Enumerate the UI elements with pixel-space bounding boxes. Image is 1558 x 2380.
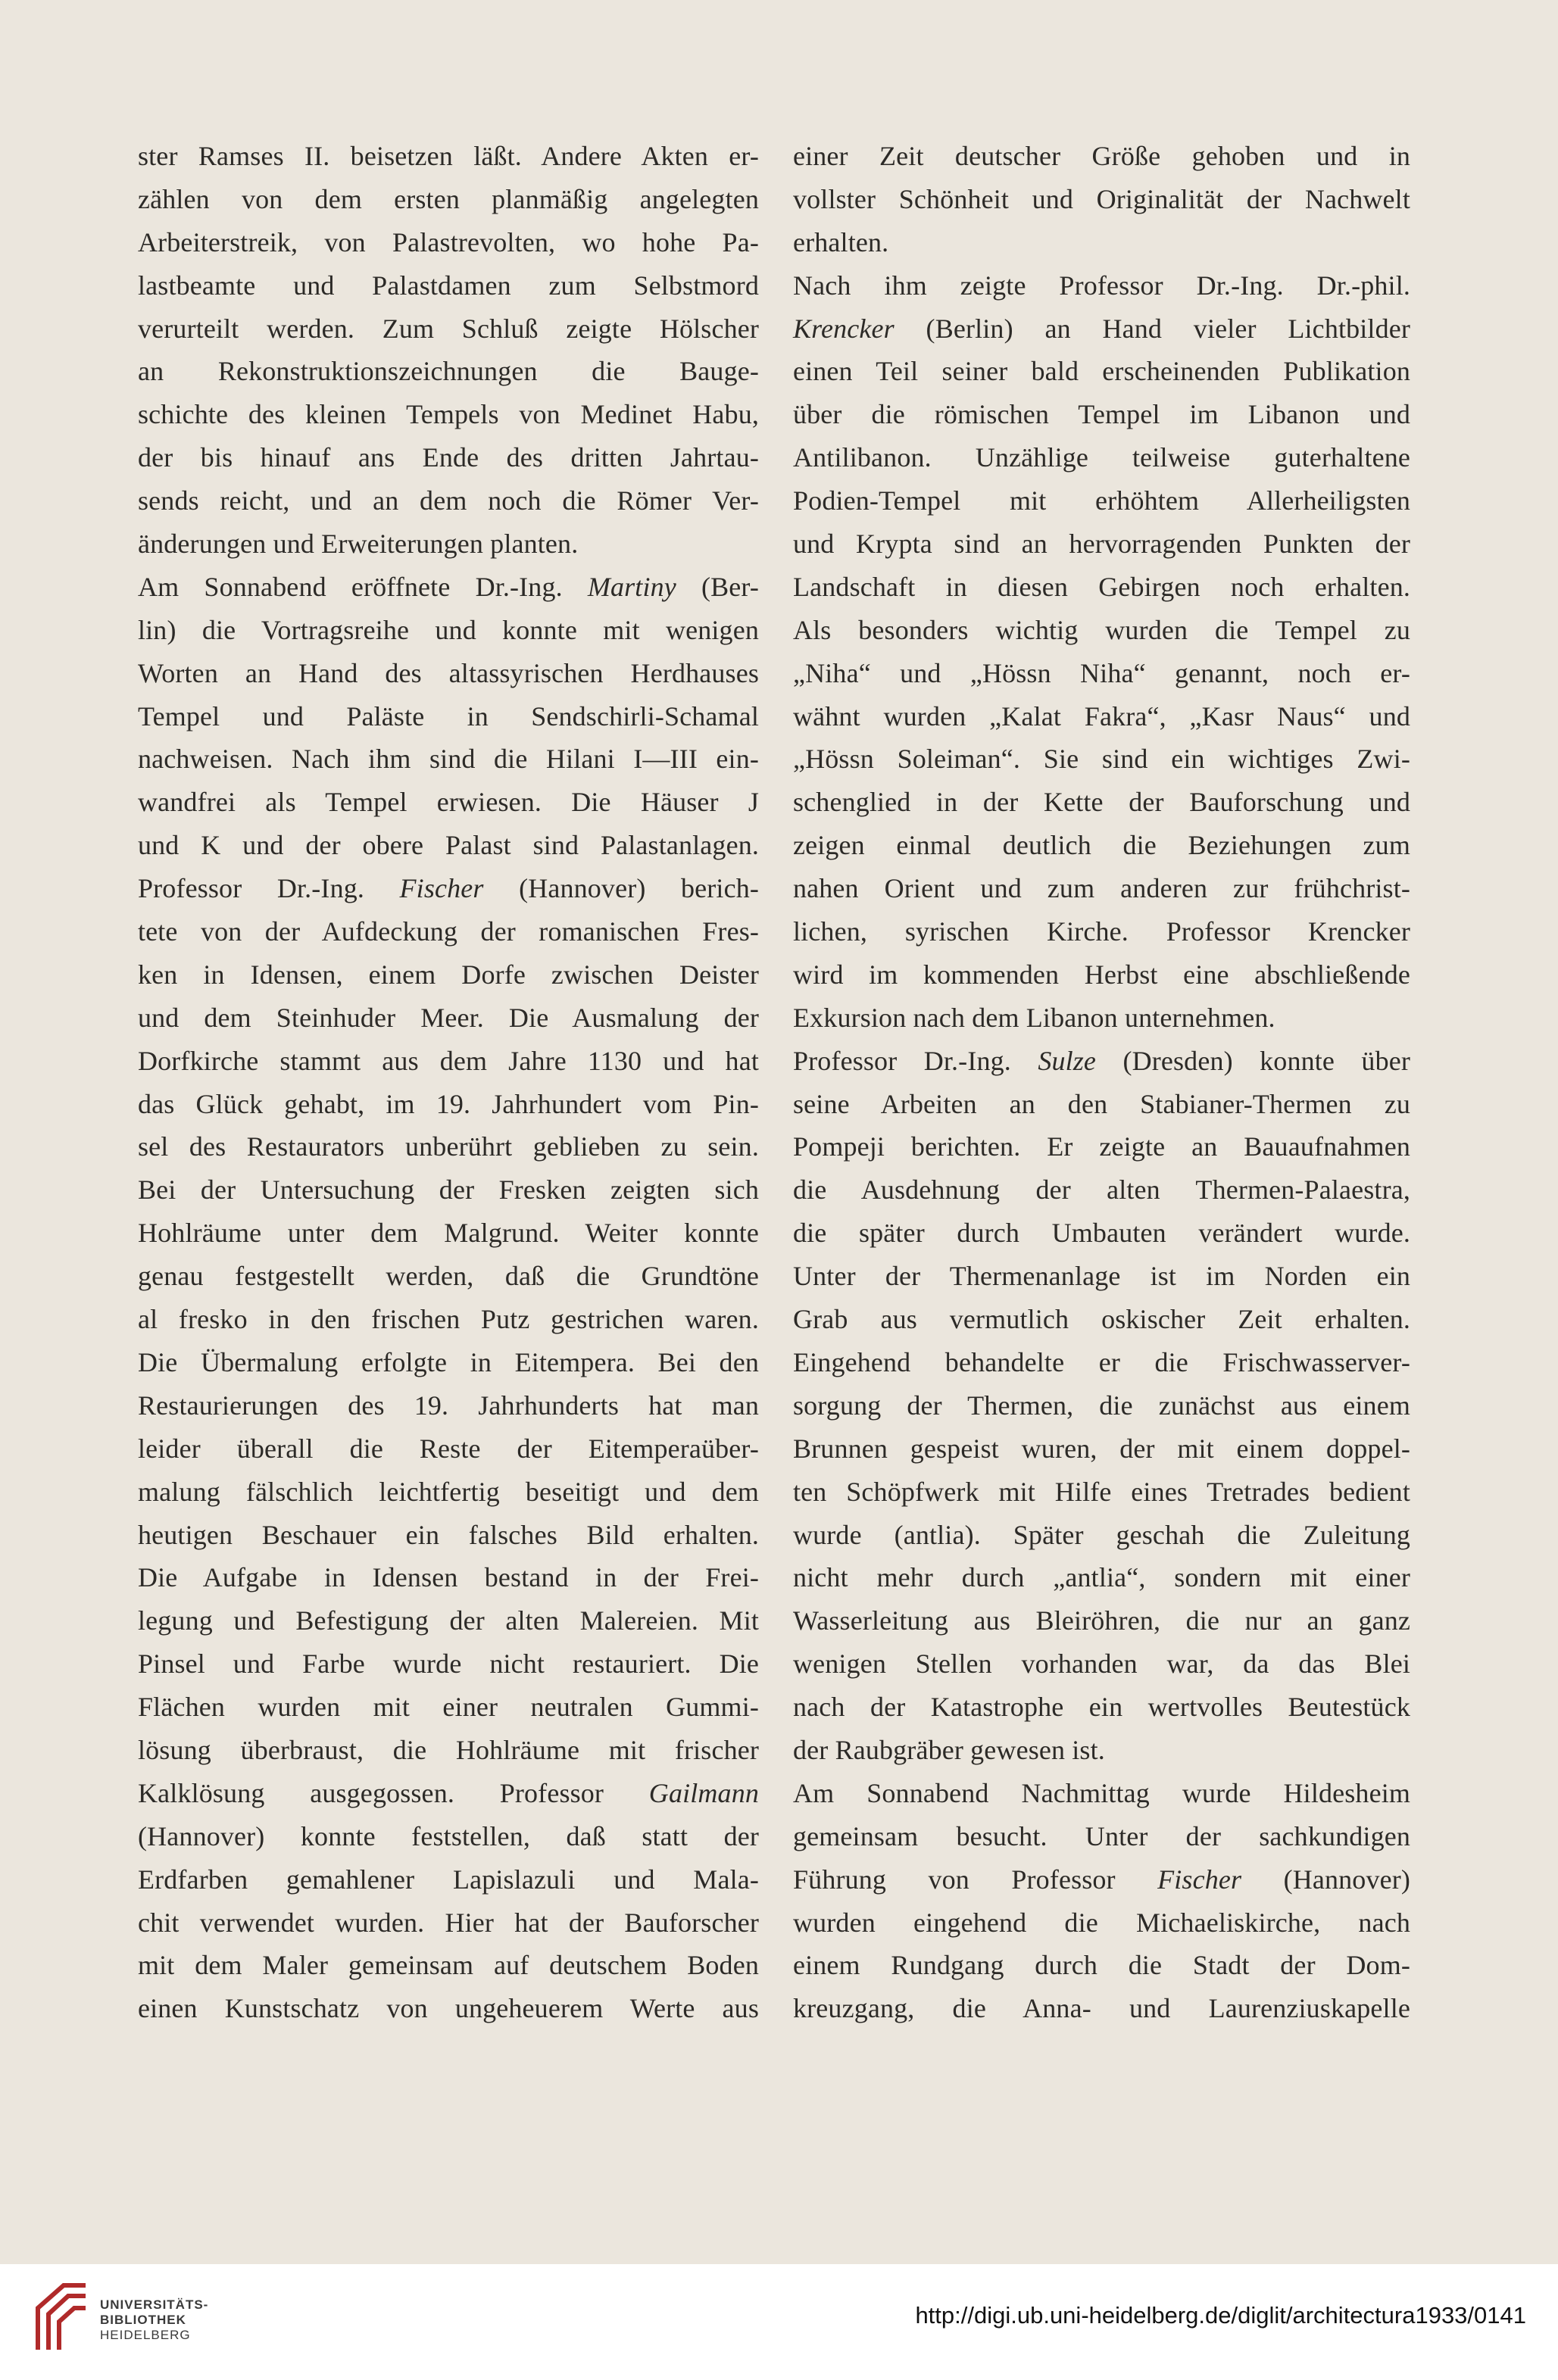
text-line: Wasserleitung aus Bleiröhren, die nur an ganz: [793, 1605, 1410, 1636]
library-logo[interactable]: [30, 2279, 258, 2363]
text-line: vollster Schönheit und Originalität der Nachwelt: [793, 183, 1410, 214]
text-line: mit dem Maler gemeinsam auf deutschem Boden: [138, 1950, 759, 1981]
text-line: gemeinsam besucht. Unter der sachkundigen: [793, 1820, 1410, 1851]
text-line: an Rekonstruktionszeichnungen die Bauge-: [138, 356, 759, 387]
logo-line-3: HEIDELBERG: [100, 2328, 191, 2342]
text-line: Am Sonnabend Nachmittag wurde Hildesheim: [793, 1777, 1410, 1808]
text-line: Kalklösung ausgegossen. Professor Gailmann: [138, 1777, 759, 1808]
text-line: Restaurierungen des 19. Jahrhunderts hat man: [138, 1390, 759, 1421]
text-line: nahen Orient und zum anderen zur frühchrist-: [793, 873, 1410, 904]
text-line: Professor Dr.-Ing. Fischer (Hannover) berich-: [138, 873, 759, 904]
text-line: und K und der obere Palast sind Palastanlagen.: [138, 830, 759, 861]
text-line: Eingehend behandelte er die Frischwasserver-: [793, 1346, 1410, 1377]
text-line: und Krypta sind an hervorragenden Punkten der: [793, 529, 1410, 560]
italic-name: Krencker: [793, 313, 895, 344]
text-line: Als besonders wichtig wurden die Tempel zu: [793, 614, 1410, 645]
text-line: legung und Befestigung der alten Malereien. Mit: [138, 1605, 759, 1636]
text-line: verurteilt werden. Zum Schluß zeigte Hölscher: [138, 313, 759, 344]
text-line: Unter der Thermenanlage ist im Norden ein: [793, 1261, 1410, 1292]
text-line: Pompeji berichten. Er zeigte an Bauaufnahmen: [793, 1131, 1410, 1162]
text-line: (Hannover) konnte feststellen, daß statt der: [138, 1820, 759, 1851]
text-line: Krencker (Berlin) an Hand vieler Lichtbilder: [793, 313, 1410, 344]
text-line: schichte des kleinen Tempels von Medinet Habu,: [138, 399, 759, 430]
text-line: Podien-Tempel mit erhöhtem Allerheiligsten: [793, 485, 1410, 516]
text-line: einem Rundgang durch die Stadt der Dom-: [793, 1950, 1410, 1981]
text-line: Flächen wurden mit einer neutralen Gummi-: [138, 1692, 759, 1723]
text-line: wird im kommenden Herbst eine abschließende: [793, 959, 1410, 990]
text-line: einen Kunstschatz von ungeheuerem Werte aus: [138, 1993, 759, 2024]
text-line: die Ausdehnung der alten Thermen-Palaestra,: [793, 1174, 1410, 1206]
italic-name: Fischer: [399, 873, 484, 904]
text-line: zeigen einmal deutlich die Beziehungen zum: [793, 830, 1410, 861]
text-line: die später durch Umbauten verändert wurde.: [793, 1218, 1410, 1249]
text-line: Die Übermalung erfolgte in Eitempera. Bei den: [138, 1346, 759, 1377]
text-line: leider überall die Reste der Eitemperaüber-: [138, 1433, 759, 1464]
text-line: Grab aus vermutlich oskischer Zeit erhalten.: [793, 1304, 1410, 1335]
text-line: Bei der Untersuchung der Fresken zeigten sich: [138, 1174, 759, 1206]
text-line: ten Schöpfwerk mit Hilfe eines Tretrades bedient: [793, 1476, 1410, 1507]
text-line: al fresko in den frischen Putz gestrichen waren.: [138, 1304, 759, 1335]
text-line: kreuzgang, die Anna- und Laurenziuskapelle: [793, 1993, 1410, 2024]
text-line: Dorfkirche stammt aus dem Jahre 1130 und hat: [138, 1045, 759, 1076]
text-line: lichen, syrischen Kirche. Professor Krencker: [793, 916, 1410, 947]
text-line: sends reicht, und an dem noch die Römer Ver-: [138, 485, 759, 516]
logo-line-1: UNIVERSITÄTS-: [100, 2297, 209, 2312]
text-line: änderungen und Erweiterungen planten.: [138, 529, 579, 560]
text-line: heutigen Beschauer ein falsches Bild erhalten.: [138, 1519, 759, 1550]
text-line: lösung überbraust, die Hohlräume mit frischer: [138, 1734, 759, 1765]
text-line: Am Sonnabend eröffnete Dr.-Ing. Martiny (Ber-: [138, 571, 759, 602]
italic-name: Gailmann: [648, 1777, 759, 1808]
text-line: erhalten.: [793, 226, 889, 257]
text-line: Antilibanon. Unzählige teilweise guterhaltene: [793, 442, 1410, 473]
italic-name: Fischer: [1157, 1864, 1242, 1895]
text-line: sel des Restaurators unberührt geblieben zu sein.: [138, 1131, 759, 1162]
text-line: das Glück gehabt, im 19. Jahrhundert vom Pin-: [138, 1088, 759, 1119]
source-url[interactable]: http://digi.ub.uni-heidelberg.de/diglit/architectura1933/0141: [915, 2302, 1526, 2329]
text-line: Tempel und Paläste in Sendschirli-Schamal: [138, 700, 759, 731]
text-line: chit verwendet wurden. Hier hat der Bauforscher: [138, 1907, 759, 1938]
text-column-right: [793, 135, 1410, 2030]
text-line: ken in Idensen, einem Dorfe zwischen Deister: [138, 959, 759, 990]
italic-name: Sulze: [1038, 1045, 1097, 1076]
text-line: Landschaft in diesen Gebirgen noch erhalten.: [793, 571, 1410, 602]
text-line: nicht mehr durch „antlia“, sondern mit einer: [793, 1562, 1410, 1593]
text-line: Hohlräume unter dem Malgrund. Weiter konnte: [138, 1218, 759, 1249]
text-line: „Niha“ und „Hössn Niha“ genannt, noch er-: [793, 657, 1410, 688]
text-line: Die Aufgabe in Idensen bestand in der Frei-: [138, 1562, 759, 1593]
text-line: ster Ramses II. beisetzen läßt. Andere Akten er-: [138, 141, 759, 171]
text-line: der bis hinauf ans Ende des dritten Jahrtau-: [138, 442, 759, 473]
text-line: lin) die Vortragsreihe und konnte mit wenigen: [138, 614, 759, 645]
text-line: wurde (antlia). Später geschah die Zuleitung: [793, 1519, 1410, 1550]
library-footer: [0, 2264, 1558, 2380]
text-line: Brunnen gespeist wuren, der mit einem doppel-: [793, 1433, 1410, 1464]
text-line: und dem Steinhuder Meer. Die Ausmalung der: [138, 1002, 759, 1033]
text-line: nach der Katastrophe ein wertvolles Beutestück: [793, 1692, 1410, 1723]
text-line: tete von der Aufdeckung der romanischen Fres-: [138, 916, 759, 947]
text-line: Worten an Hand des altassyrischen Herdhauses: [138, 657, 759, 688]
text-line: der Raubgräber gewesen ist.: [793, 1734, 1105, 1765]
text-line: Erdfarben gemahlener Lapislazuli und Mala-: [138, 1864, 759, 1895]
text-line: über die römischen Tempel im Libanon und: [793, 399, 1410, 430]
library-logo-icon: [30, 2279, 91, 2355]
text-line: Nach ihm zeigte Professor Dr.-Ing. Dr.-phil.: [793, 270, 1410, 301]
text-line: malung fälschlich leichtfertig beseitigt und dem: [138, 1476, 759, 1507]
library-logo-text: [100, 2297, 208, 2343]
text-line: „Hössn Soleiman“. Sie sind ein wichtiges Zwi-: [793, 744, 1410, 775]
text-line: wurden eingehend die Michaeliskirche, nach: [793, 1907, 1410, 1938]
text-line: wenigen Stellen vorhanden war, da das Blei: [793, 1649, 1410, 1680]
text-line: wähnt wurden „Kalat Fakra“, „Kasr Naus“ und: [793, 700, 1410, 731]
text-line: genau festgestellt werden, daß die Grundtöne: [138, 1261, 759, 1292]
text-line: lastbeamte und Palastdamen zum Selbstmord: [138, 270, 759, 301]
text-line: sorgung der Thermen, die zunächst aus einem: [793, 1390, 1410, 1421]
text-line: einen Teil seiner bald erscheinenden Publikation: [793, 356, 1410, 387]
text-line: einer Zeit deutscher Größe gehoben und in: [793, 141, 1410, 171]
text-line: nachweisen. Nach ihm sind die Hilani I—III ein-: [138, 744, 759, 775]
text-line: wandfrei als Tempel erwiesen. Die Häuser J: [138, 787, 759, 818]
text-line: Arbeiterstreik, von Palastrevolten, wo hohe Pa-: [138, 226, 759, 257]
logo-line-2: BIBLIOTHEK: [100, 2313, 186, 2327]
text-line: Pinsel und Farbe wurde nicht restauriert. Die: [138, 1649, 759, 1680]
text-column-left: [138, 135, 759, 2030]
text-line: schenglied in der Kette der Bauforschung und: [793, 787, 1410, 818]
italic-name: Martiny: [587, 571, 676, 602]
text-line: zählen von dem ersten planmäßig angelegten: [138, 183, 759, 214]
text-line: seine Arbeiten an den Stabianer-Thermen zu: [793, 1088, 1410, 1119]
text-line: Führung von Professor Fischer (Hannover): [793, 1864, 1410, 1895]
text-line: Professor Dr.-Ing. Sulze (Dresden) konnte über: [793, 1045, 1410, 1076]
text-line: Exkursion nach dem Libanon unternehmen.: [793, 1002, 1275, 1033]
